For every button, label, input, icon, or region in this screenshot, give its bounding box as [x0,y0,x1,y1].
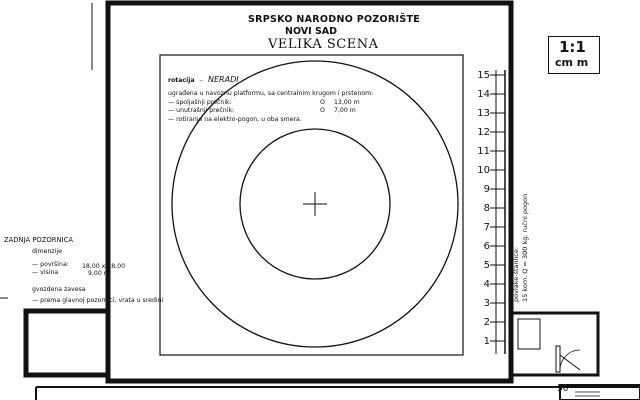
ruler-label-2: 2 [483,317,490,328]
rotation-drive-note: — rotiranje na elektro-pogon, u oba smera. [168,116,302,123]
door-leaf [556,346,560,372]
ruler-label-1: 1 [483,336,490,347]
ruler-label-5: 5 [483,260,490,271]
rotation-dash: – [200,77,204,84]
door-swing [560,355,580,370]
right-side-room-inner [518,319,540,349]
rear-stage-surface-value: 18,00 x 18,00 [82,263,126,270]
ruler-label-13: 13 [477,108,490,119]
winch-note-line2: 15 kom. Q = 300 kg, ručni pogon [521,193,529,302]
rear-stage-height-label: — visina [32,269,59,276]
ruler-label-7: 7 [483,222,490,233]
ruler-label-14: 14 [477,89,490,100]
rear-stage-title: ZADNJA POZORNICA [4,236,73,244]
rotation-description: ugrađena u navoznu platformu, sa centralnim krugom i prstenom: [168,90,374,97]
rotation-label: rotacija [168,77,195,84]
city-name: NOVI SAD [285,26,338,37]
ruler-label-4: 4 [483,279,490,290]
scale-note [548,36,600,74]
outer-diameter-label: — spoljašnji prečnik: [168,99,232,106]
iron-curtain-label: gvozdena zavesa [32,286,86,293]
rear-stage-dimensions-label: dimenzije [32,248,62,255]
ruler-label-9: 9 [483,184,490,195]
scale-ratio: 1:1 [559,38,586,56]
ruler-label-11: 11 [477,146,490,157]
stage-name: VELIKA SCENA [268,37,379,52]
scale-units: cm m [555,56,589,69]
ruler-label-15: 15 [477,70,490,81]
ruler-label-8: 8 [483,203,490,214]
iron-curtain-text: — prema glavnoj pozornici, vrata u sredini [32,297,164,304]
winch-note-line1: povlake-štanlice: [512,246,520,302]
ruler-tick-marks [490,75,505,341]
inner-diameter-label: — unutrašnji prečnik: [168,107,235,114]
theatre-name: SRPSKO NARODNO POZORIŠTE [248,14,421,25]
right-side-room [512,313,598,375]
outer-diameter-symbol: O [320,99,325,106]
rear-stage-surface-label: — površina: [32,261,69,268]
left-side-room [26,311,108,375]
door-arc [560,350,580,370]
rotation-handwritten-note: NERADI [208,75,239,84]
outer-diameter-value: 13,00 m [334,99,360,106]
main-stage-outline [108,3,511,381]
ruler-label-10: 10 [477,165,490,176]
corner-label: 50 [557,384,569,394]
ruler-label-3: 3 [483,298,490,309]
ruler-label-12: 12 [477,127,490,138]
inner-diameter-value: 7,00 m [334,107,356,114]
inner-diameter-symbol: O [320,107,325,114]
ruler-label-6: 6 [483,241,490,252]
rear-stage-height-value: 9,00 m [88,270,110,277]
